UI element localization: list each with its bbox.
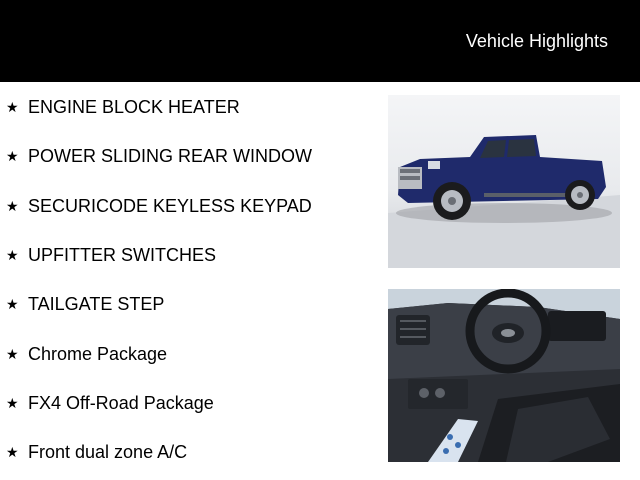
feature-label: FX4 Off-Road Package bbox=[28, 393, 214, 413]
feature-item bbox=[0, 391, 380, 417]
feature-item bbox=[0, 292, 380, 318]
feature-item bbox=[0, 342, 380, 368]
feature-label: ENGINE BLOCK HEATER bbox=[28, 97, 240, 117]
star-icon: ★ bbox=[6, 99, 19, 115]
feature-label: POWER SLIDING REAR WINDOW bbox=[28, 146, 313, 166]
feature-item bbox=[0, 95, 380, 121]
feature-label: SECURICODE KEYLESS KEYPAD bbox=[28, 196, 312, 216]
star-icon: ★ bbox=[6, 395, 19, 411]
feature-item bbox=[0, 194, 380, 220]
star-icon: ★ bbox=[6, 247, 19, 263]
star-icon: ★ bbox=[6, 148, 19, 164]
feature-label: Front dual zone A/C bbox=[28, 442, 188, 462]
truck-interior-photo bbox=[388, 289, 620, 462]
feature-label: Chrome Package bbox=[28, 344, 168, 364]
feature-label: TAILGATE STEP bbox=[28, 294, 165, 314]
feature-label: UPFITTER SWITCHES bbox=[28, 245, 216, 265]
page-title: Vehicle Highlights bbox=[465, 31, 608, 51]
feature-item bbox=[0, 243, 380, 269]
feature-item bbox=[0, 144, 380, 170]
star-icon: ★ bbox=[6, 444, 19, 460]
star-icon: ★ bbox=[6, 198, 19, 214]
truck-exterior-photo bbox=[388, 95, 620, 268]
star-icon: ★ bbox=[6, 296, 19, 312]
header-bar bbox=[0, 0, 640, 82]
feature-item bbox=[0, 440, 380, 466]
star-icon: ★ bbox=[6, 346, 19, 362]
